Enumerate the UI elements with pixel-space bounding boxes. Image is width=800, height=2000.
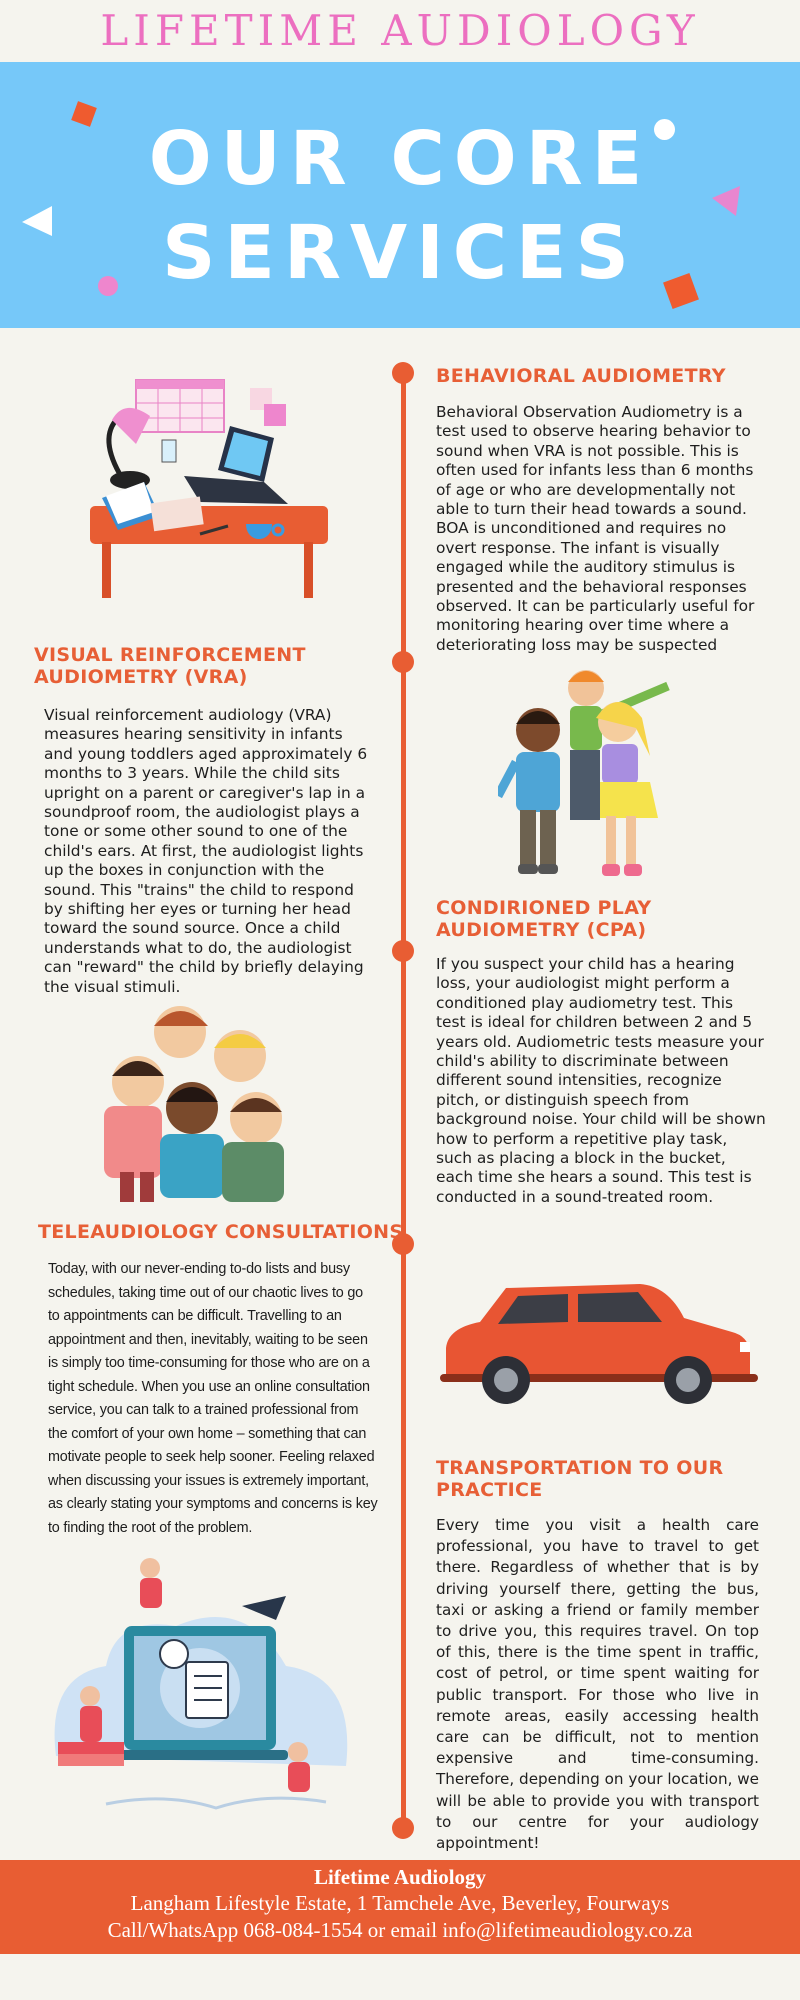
behavioral-body: Behavioral Observation Audiometry is a test used to observe hearing behavior to sound when VRA is not possible. This is often used for infants less than 6 months of age or who are developmentally not able to turn their head towards a sound. BOA is unconditioned and requires no overt response. The infant is visually engaged while the auditory stimulus is presented and the behavioral responses observed. It can be particularly useful for monitoring hearing over time where a deteriorating loss may be suspected: [436, 403, 755, 654]
cpa-heading: [436, 897, 651, 941]
cpa-heading-line-2: AUDIOMETRY (CPA): [436, 919, 647, 941]
transport-heading-line-1: TRANSPORTATION TO OUR: [436, 1457, 724, 1479]
vra-heading-line-2: AUDIOMETRY (VRA): [34, 666, 248, 688]
footer-address: Langham Lifestyle Estate, 1 Tamchele Ave, Beverley, Fourways: [130, 1891, 670, 1915]
footer: [0, 1860, 800, 1954]
desk-illustration: [88, 378, 338, 620]
hero-title: [0, 112, 800, 300]
hero-banner: [0, 62, 800, 328]
behavioral-heading: BEHAVIORAL AUDIOMETRY: [436, 365, 726, 387]
timeline-dot: [392, 651, 414, 673]
transport-body: Every time you visit a health care professional, you have to travel to get there. Regardless of whether that is by driving yourself there, getting the bus, taxi or asking a friend or family member to drive you, this requires travel. On top of this, there is the time spent in traffic, cost of petrol, or time spent waiting for public transport. For those who live in remote areas, easily accessing health care can be difficult, not to mention expensive and time-consuming. Therefore, depending on your location, we will be able to provide you with transport to our centre for your audiology appointment!: [436, 1516, 760, 1853]
timeline-dot: [392, 1817, 414, 1839]
cpa-heading-line-1: CONDIRIONED PLAY: [436, 897, 652, 919]
children-cluster-illustration: [100, 1002, 300, 1206]
tele-heading: TELEAUDIOLOGY CONSULTATIONS: [38, 1221, 404, 1243]
hero-title-line-1: OUR CORE: [148, 116, 652, 202]
footer-business-name: Lifetime Audiology: [313, 1865, 487, 1889]
timeline-line: [401, 372, 406, 1828]
kids-group-illustration: [498, 666, 686, 892]
timeline-dot: [392, 940, 414, 962]
timeline-dot: [392, 362, 414, 384]
teleconsult-illustration: [46, 1556, 358, 1826]
hero-title-line-2: SERVICES: [162, 210, 638, 296]
vra-body: Visual reinforcement audiology (VRA) measures hearing sensitivity in infants and young toddlers aged approximately 6 months to 3 years. While the child sits upright on a parent or caregiver's lap in a soundproof room, the audiologist plays a tone or some other sound to one of the child's ears. At first, the audiologist lights up the boxes in conjunction with the sound. This "trains" the child to respond by shifting her eyes or turning her head toward the sound source. Once a child understands what to do, the audiologist can "reward" the child by briefly delaying the visual stimuli.: [44, 706, 368, 996]
brand-title: LIFETIME AUDIOLOGY: [100, 6, 700, 55]
footer-contact: Call/WhatsApp 068-084-1554 or email info@lifetimeaudiology.co.za: [107, 1918, 693, 1942]
vra-heading: [34, 644, 306, 688]
car-illustration: [440, 1278, 760, 1410]
tele-body: Today, with our never-ending to-do lists and busy schedules, taking time out of our chaotic lives to go to appointments can be difficult. Travelling to an appointment and then, inevitably, waiting to be seen is simply too time-consuming for those who are on a tight schedule. When you use an online consultation service, you can talk to a trained professional from the comfort of your own home – something that can motivate people to seek help sooner. Feeling relaxed when discussing your issues is extremely important, as clearly stating your symptoms and concerns is key to finding the root of the problem.: [48, 1261, 378, 1536]
cpa-body: If you suspect your child has a hearing loss, your audiologist might perform a conditioned play audiometry test. This test is ideal for children between 2 and 5 years old. Audiometric tests measure your child's ability to discriminate between different sound intensities, recognize pitch, or distinguish speech from background noise. Your child will be shown how to perform a repetitive play task, such as placing a block in the bucket, each time she hears a sound. This test is conducted in a sound-treated room.: [436, 955, 766, 1206]
transport-heading-line-2: PRACTICE: [436, 1479, 543, 1501]
vra-heading-line-1: VISUAL REINFORCEMENT: [34, 644, 306, 666]
transport-heading: [436, 1457, 723, 1501]
